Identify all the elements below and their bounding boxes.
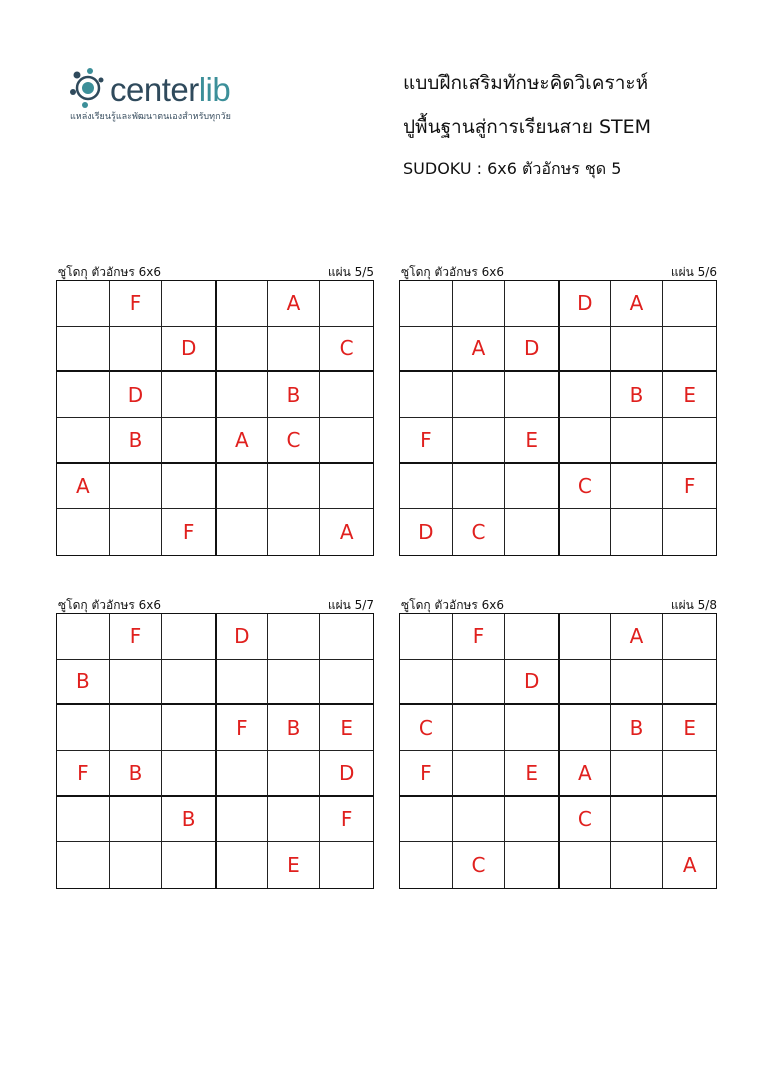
sudoku-cell <box>663 660 716 706</box>
sudoku-cell <box>558 614 611 660</box>
sudoku-cell <box>558 705 611 751</box>
sudoku-cell: C <box>268 418 321 464</box>
sudoku-cell: A <box>215 418 268 464</box>
puzzle-name: ซูโดกุ ตัวอักษร 6x6 <box>58 265 162 279</box>
sudoku-cell: E <box>663 372 716 418</box>
logo-wordmark: centerlib <box>110 71 231 108</box>
sudoku-cell: F <box>215 705 268 751</box>
sudoku-cell: F <box>182 520 195 545</box>
sudoku-cell: E <box>320 705 373 751</box>
sudoku-cell <box>611 418 664 464</box>
sudoku-cell <box>505 464 558 510</box>
sudoku-cell <box>215 372 268 418</box>
sudoku-cell <box>57 842 110 888</box>
sudoku-cell: D <box>558 281 611 327</box>
sudoku-cell: A <box>268 281 321 327</box>
sudoku-cell <box>57 281 110 327</box>
sudoku-grid <box>56 280 374 556</box>
sudoku-cell <box>110 705 163 751</box>
puzzle-sheet-number: แผ่น 5/7 <box>327 598 374 612</box>
sudoku-cell: A <box>682 853 697 878</box>
sudoku-cell <box>215 797 268 843</box>
worksheet-subtitle: ปูพื้นฐานสู่การเรียนสาย STEM <box>403 116 652 138</box>
sudoku-cell <box>57 327 110 373</box>
sudoku-cell <box>57 797 110 843</box>
sudoku-cell <box>268 327 321 373</box>
sudoku-cell <box>268 660 321 706</box>
sudoku-cell <box>453 705 506 751</box>
logo-tagline: แหล่งเรียนรู้และพัฒนาตนเองสำหรับทุกวัย <box>70 112 231 122</box>
sudoku-cell <box>400 281 453 327</box>
worksheet-title: แบบฝึกเสริมทักษะคิดวิเคราะห์ <box>403 72 649 94</box>
sudoku-cell <box>162 372 215 418</box>
sudoku-cell <box>400 842 453 888</box>
sudoku-cell <box>320 281 373 327</box>
sudoku-cell: A <box>558 751 611 797</box>
sudoku-grid <box>56 613 374 889</box>
sudoku-cell <box>57 705 110 751</box>
sudoku-cell <box>320 660 373 706</box>
sudoku-cell <box>162 281 215 327</box>
sudoku-cell: D <box>110 372 163 418</box>
sudoku-cell <box>558 842 611 888</box>
sudoku-cell: A <box>339 520 354 545</box>
puzzle-header <box>56 264 376 280</box>
worksheet-set-label: SUDOKU : 6x6 ตัวอักษร ชุด 5 <box>403 159 622 178</box>
sudoku-cell <box>505 281 558 327</box>
sudoku-cell <box>110 327 163 373</box>
sudoku-cell <box>162 614 215 660</box>
sudoku-cell <box>400 660 453 706</box>
sudoku-cell <box>268 751 321 797</box>
sudoku-cell <box>400 614 453 660</box>
puzzle-name: ซูโดกุ ตัวอักษร 6x6 <box>58 598 162 612</box>
sudoku-cell: F <box>110 281 163 327</box>
sudoku-cell <box>611 509 664 555</box>
sudoku-puzzle <box>399 597 719 878</box>
sudoku-cell <box>57 418 110 464</box>
sudoku-cell <box>611 660 664 706</box>
sudoku-cell <box>110 509 163 555</box>
sudoku-cell <box>162 464 215 510</box>
sudoku-cell <box>57 509 110 555</box>
sudoku-cell: F <box>453 614 506 660</box>
sudoku-cell: D <box>400 509 453 555</box>
sudoku-cell <box>215 509 268 555</box>
sudoku-cell <box>558 509 611 555</box>
sudoku-cell <box>453 464 506 510</box>
sudoku-cell <box>663 797 716 843</box>
sudoku-cell <box>558 327 611 373</box>
sudoku-cell <box>268 797 321 843</box>
sudoku-cell <box>320 464 373 510</box>
sudoku-cell <box>320 418 373 464</box>
sudoku-cell <box>505 509 558 555</box>
centerlib-logo <box>68 66 268 126</box>
sudoku-cell <box>505 614 558 660</box>
sudoku-cell: B <box>110 418 163 464</box>
sudoku-cell: F <box>400 751 453 797</box>
sudoku-cell: B <box>110 751 163 797</box>
sudoku-cell <box>505 372 558 418</box>
sudoku-cell <box>215 464 268 510</box>
sudoku-grid <box>399 280 717 556</box>
sudoku-cell <box>268 509 321 555</box>
sudoku-cell <box>400 797 453 843</box>
sudoku-cell <box>453 418 506 464</box>
sudoku-cell <box>215 281 268 327</box>
sudoku-cell <box>320 842 373 888</box>
sudoku-cell <box>453 372 506 418</box>
puzzle-header <box>399 264 719 280</box>
sudoku-cell <box>611 842 664 888</box>
sudoku-cell: B <box>611 372 664 418</box>
sudoku-cell: D <box>162 327 215 373</box>
sudoku-cell <box>453 281 506 327</box>
sudoku-cell: F <box>110 614 163 660</box>
sudoku-cell <box>268 614 321 660</box>
sudoku-puzzle <box>56 597 376 878</box>
sudoku-cell: B <box>162 797 215 843</box>
sudoku-cell <box>453 797 506 843</box>
sudoku-cell: E <box>268 842 321 888</box>
sudoku-cell <box>611 327 664 373</box>
sudoku-cell <box>663 327 716 373</box>
sudoku-cell: F <box>320 797 373 843</box>
sudoku-cell <box>663 751 716 797</box>
sudoku-cell: F <box>400 418 453 464</box>
sudoku-cell: D <box>505 660 558 706</box>
sudoku-cell <box>162 751 215 797</box>
sudoku-cell <box>505 842 558 888</box>
sudoku-puzzle <box>399 264 719 545</box>
puzzle-name: ซูโดกุ ตัวอักษร 6x6 <box>401 265 505 279</box>
sudoku-cell <box>611 797 664 843</box>
sudoku-cell: B <box>268 705 321 751</box>
sudoku-cell <box>453 751 506 797</box>
sudoku-cell <box>162 660 215 706</box>
sudoku-cell <box>558 418 611 464</box>
sudoku-cell: C <box>453 509 506 555</box>
sudoku-cell: C <box>558 797 611 843</box>
sudoku-cell: D <box>505 327 558 373</box>
sudoku-cell <box>215 660 268 706</box>
sudoku-cell <box>215 751 268 797</box>
sudoku-cell <box>320 372 373 418</box>
sudoku-cell <box>268 464 321 510</box>
sudoku-cell: E <box>505 751 558 797</box>
sudoku-cell <box>611 464 664 510</box>
sudoku-cell: B <box>268 372 321 418</box>
sudoku-cell <box>611 751 664 797</box>
sudoku-cell <box>505 797 558 843</box>
sudoku-cell <box>663 509 716 555</box>
sudoku-cell <box>663 614 716 660</box>
puzzle-header <box>399 597 719 613</box>
puzzle-sheet-number: แผ่น 5/5 <box>327 265 374 279</box>
sudoku-cell <box>162 418 215 464</box>
sudoku-cell <box>400 464 453 510</box>
sudoku-cell <box>558 660 611 706</box>
sudoku-cell <box>57 372 110 418</box>
puzzle-header <box>56 597 376 613</box>
sudoku-cell <box>400 327 453 373</box>
sudoku-puzzle <box>56 264 376 545</box>
sudoku-cell: C <box>453 842 506 888</box>
sudoku-cell <box>663 418 716 464</box>
sudoku-cell: F <box>663 464 716 510</box>
sudoku-cell <box>110 660 163 706</box>
sudoku-cell: B <box>611 705 664 751</box>
sudoku-cell <box>110 797 163 843</box>
sudoku-cell: A <box>57 464 110 510</box>
sudoku-cell: E <box>663 705 716 751</box>
puzzle-sheet-number: แผ่น 5/6 <box>670 265 717 279</box>
puzzle-name: ซูโดกุ ตัวอักษร 6x6 <box>401 598 505 612</box>
sudoku-cell <box>400 372 453 418</box>
sudoku-cell: F <box>57 751 110 797</box>
sudoku-cell <box>162 705 215 751</box>
sudoku-cell <box>505 705 558 751</box>
sudoku-cell <box>215 327 268 373</box>
sudoku-cell: E <box>505 418 558 464</box>
sudoku-cell: C <box>558 464 611 510</box>
sudoku-cell: B <box>57 660 110 706</box>
puzzle-sheet-number: แผ่น 5/8 <box>670 598 717 612</box>
sudoku-cell <box>558 372 611 418</box>
sudoku-cell: C <box>400 705 453 751</box>
sudoku-cell: D <box>320 751 373 797</box>
sudoku-cell: C <box>320 327 373 373</box>
sudoku-cell <box>110 842 163 888</box>
sudoku-cell <box>663 281 716 327</box>
sudoku-cell <box>110 464 163 510</box>
sudoku-cell <box>162 842 215 888</box>
sudoku-cell: A <box>611 614 664 660</box>
sudoku-cell <box>215 842 268 888</box>
sudoku-cell: A <box>611 281 664 327</box>
sudoku-cell <box>57 614 110 660</box>
sudoku-grid <box>399 613 717 889</box>
sudoku-cell: A <box>453 327 506 373</box>
sudoku-cell <box>320 614 373 660</box>
molecule-logo-icon <box>68 66 112 110</box>
sudoku-cell: D <box>215 614 268 660</box>
sudoku-cell <box>453 660 506 706</box>
